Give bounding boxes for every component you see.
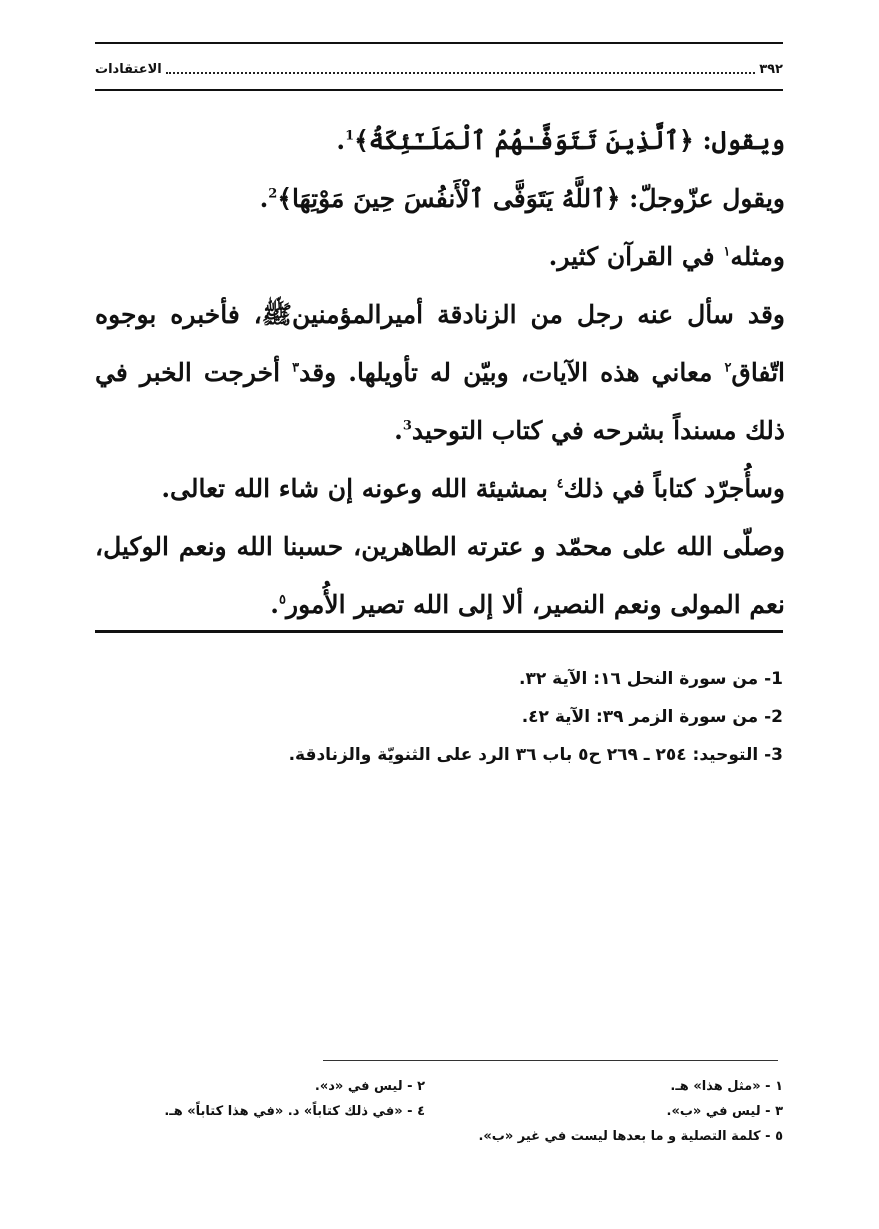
header-dot-leader: [166, 64, 755, 74]
para4-c: أخرجت الخبر في ذلك مسنداً بشرحه في كتاب التوحيد: [95, 358, 785, 445]
footnote-2: 2- من سورة الزمر ٣٩: الآية ٤٢.: [521, 707, 783, 727]
variants-row-1: [95, 1074, 783, 1099]
paragraph-closing: [95, 518, 785, 634]
main-text: [95, 112, 785, 634]
book-title: الاعتقادات: [95, 61, 162, 77]
line3-a: ومثله: [730, 242, 785, 271]
variant-ref-3[interactable]: ٣: [292, 360, 300, 376]
footnote-3: 3- التوحيد: ٢٥٤ ـ ٢٦٩ ح٥ باب ٣٦ الرد على الثنويّة والزنادقة.: [288, 745, 783, 765]
variant-note-5: ٥ - كلمة التصلية و ما بعدها ليست في غير «ب».: [478, 1129, 783, 1144]
footnotes: [150, 660, 783, 774]
footnote-ref-3[interactable]: 3: [402, 418, 412, 434]
para4-b: معاني هذه الآيات، وبيّن له تأويلها. وقد: [299, 358, 725, 387]
header-top-rule: [95, 42, 783, 44]
paragraph-kitab: [95, 460, 785, 518]
footnote-ref-2[interactable]: 2: [268, 186, 278, 202]
variant-ref-5[interactable]: ٥: [279, 592, 286, 608]
para5-b: بمشيئة الله وعونه إن شاء الله تعالى.: [161, 474, 557, 503]
quran-quote-1: ﴿ٱلَّذِينَ تَتَوَفَّـٰهُمُ ٱلْمَلَـٰٓئِكَةُ﴾: [354, 126, 694, 155]
quran-quote-2: ﴿ٱللَّهُ يَتَوَفَّى ٱلْأَنفُسَ حِينَ مَوْتِهَا﴾: [277, 184, 621, 213]
line3-b: في القرآن كثير.: [548, 242, 724, 271]
variant-ref-2[interactable]: ٢: [724, 360, 732, 376]
variant-note-2: ٢ - ليس في «د».: [314, 1079, 425, 1094]
running-header: [95, 56, 783, 82]
variant-ref-4[interactable]: ٤: [556, 476, 564, 492]
para6-end: .: [270, 590, 280, 619]
footnote-ref-1[interactable]: 1: [345, 128, 355, 144]
variants-row-3: [95, 1124, 783, 1149]
line2-prefix: ويقول عزّوجلّ:: [620, 184, 785, 213]
text-line-3: [95, 228, 785, 286]
manuscript-variants: [95, 1074, 783, 1149]
variant-ref-1[interactable]: ١: [723, 244, 731, 260]
variant-note-3: ٣ - ليس في «ب».: [666, 1104, 783, 1119]
page-number: ٣٩٢: [759, 61, 783, 77]
para5-a: وسأُجرّد كتاباً في ذلك: [563, 474, 785, 503]
text-line-2: ويقول عزّوجلّ: ﴿ٱللَّهُ يَتَوَفَّى ٱلْأَنفُسَ حِينَ مَوْتِهَا﴾$^2$.: [259, 184, 785, 213]
para6-a: وصلّى الله على محمّد و عترته الطاهرين، حسبنا الله ونعم الوكيل، نعم المولى ونعم النصير، ألا إلى الله تصير الأُمور: [95, 532, 785, 619]
variants-separator: [323, 1060, 778, 1061]
variant-note-4: ٤ - «في ذلك كتاباً» د. «في هذا كتاباً» هـ.: [164, 1104, 425, 1119]
para4-a: وقد سأل عنه رجل من الزنادقة أميرالمؤمنينﷺ، فأخبره بوجوه اتّفاق: [95, 300, 785, 387]
header-bottom-rule: [95, 89, 783, 91]
variant-note-1: ١ - «مثل هذا» هـ.: [670, 1079, 783, 1094]
footnote-1: 1- من سورة النحل ١٦: الآية ٣٢.: [519, 669, 783, 689]
text-line-1: ويقول: ﴿ٱلَّذِينَ تَتَوَفَّـٰهُمُ ٱلْمَلَـٰٓئِكَةُ﴾$^1$.: [336, 126, 785, 155]
line1-prefix: ويقول:: [693, 126, 785, 155]
para4-end: .: [394, 416, 403, 445]
footnote-separator: [95, 630, 783, 633]
variants-row-2: [95, 1099, 783, 1124]
paragraph-zanadiqa: [95, 286, 785, 460]
